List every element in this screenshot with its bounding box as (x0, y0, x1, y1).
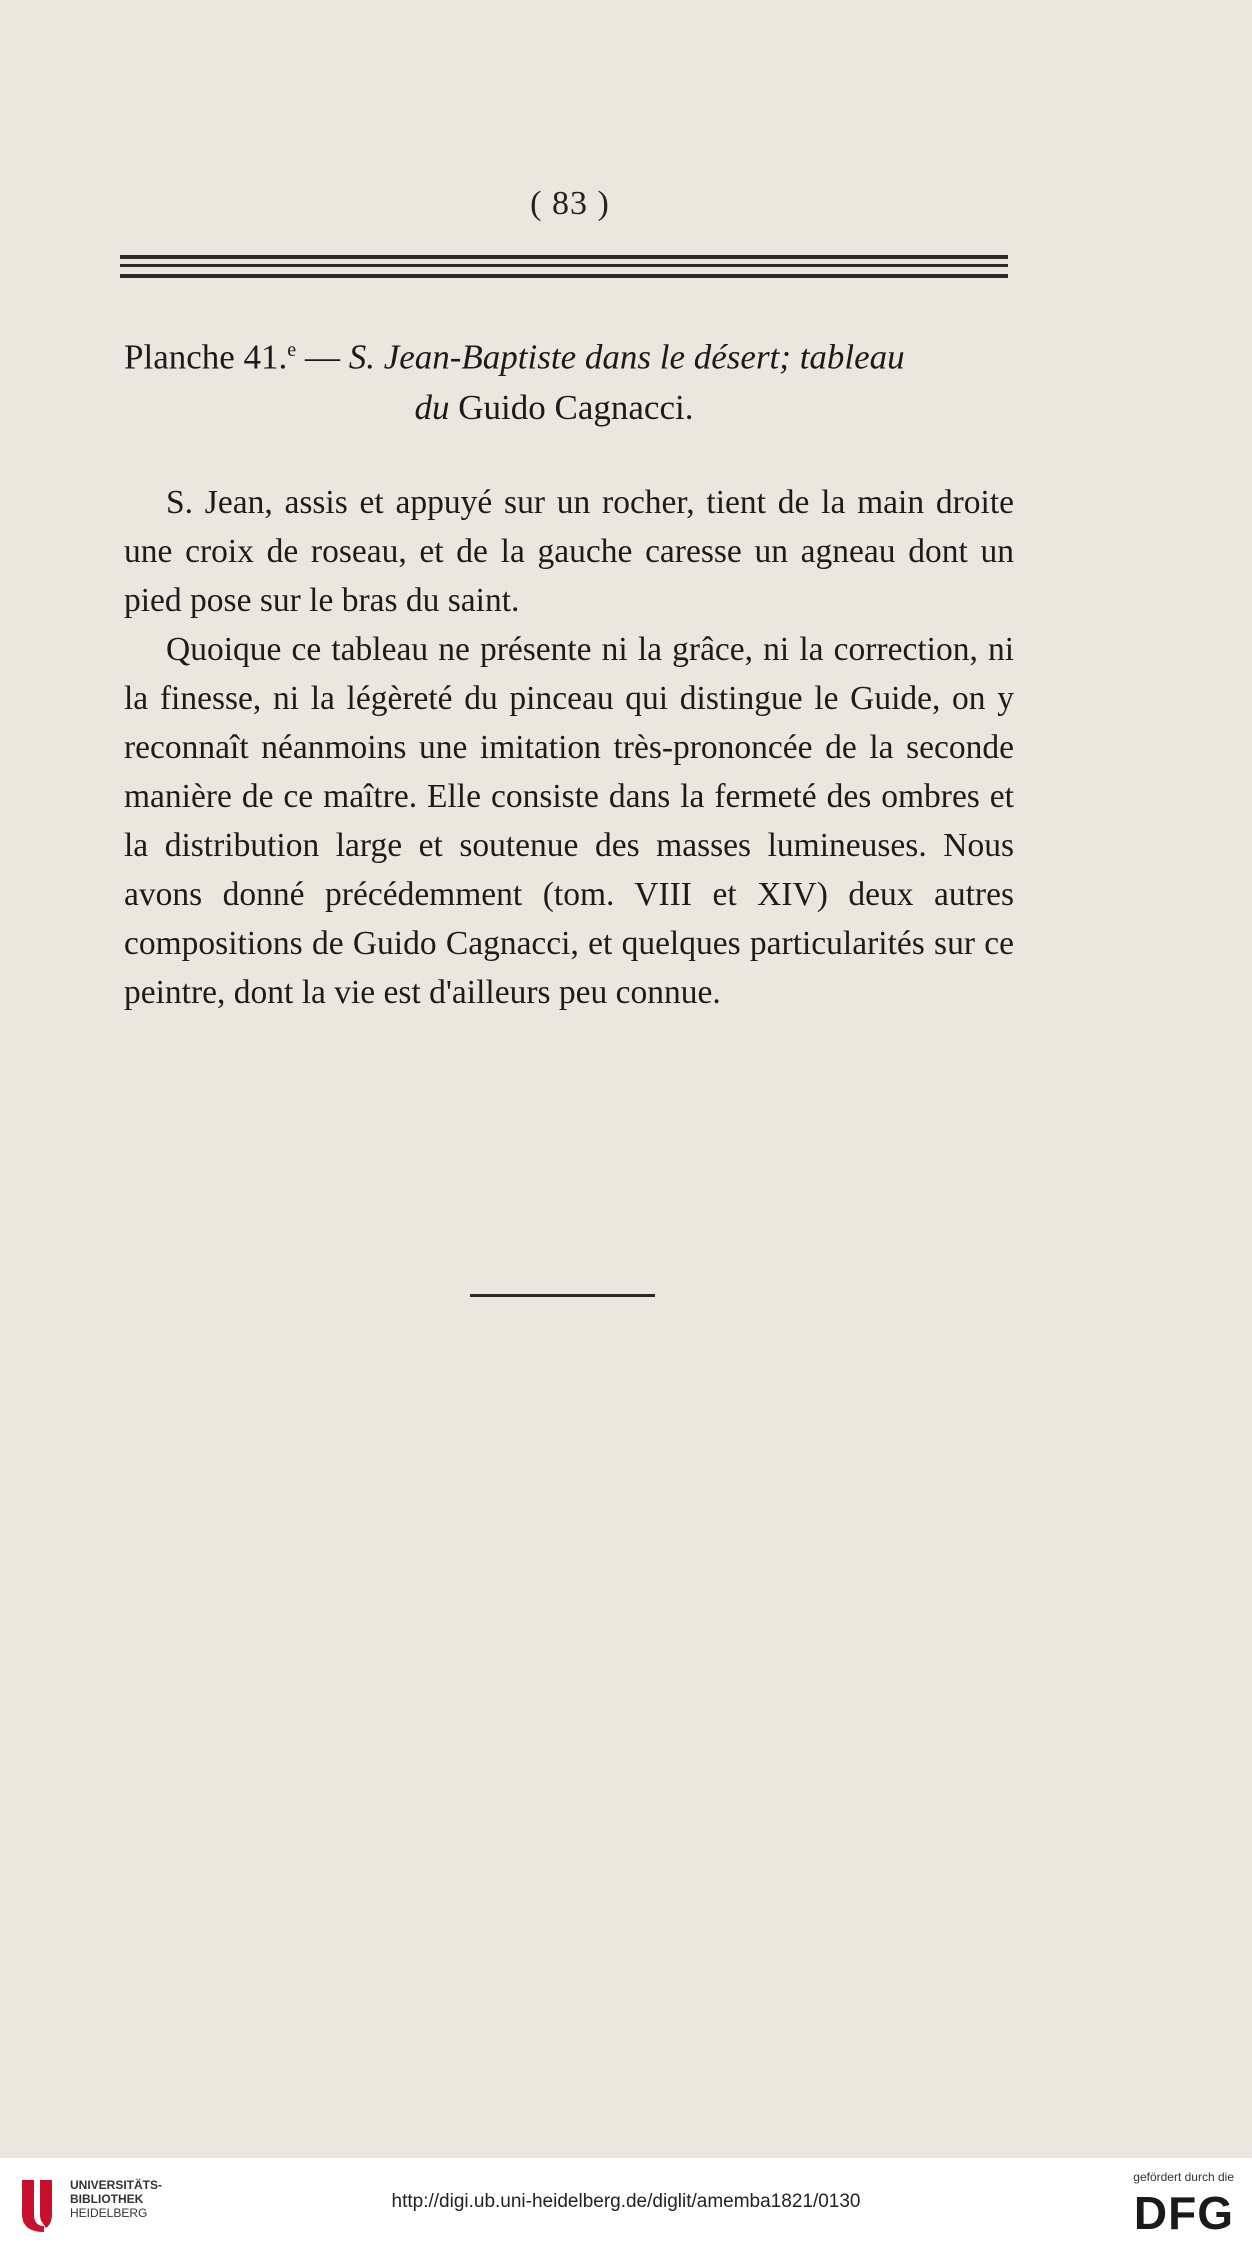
funder-label: gefördert durch die (1133, 2170, 1234, 2184)
body-text (124, 478, 1014, 1017)
heading-prefix: Planche 41. (124, 337, 288, 377)
header-rule (120, 255, 1008, 259)
library-name-line: HEIDELBERG (70, 2206, 148, 2220)
paragraph-2: Quoique ce tableau ne présente ni la grâce, ni la correction, ni la finesse, ni la légèreté du pinceau qui distingue le Guide, on y reconnaît néanmoins une imitation très-prononcée de la seconde manière de ce maître. Elle consiste dans la fermeté des ombres et la distribution large et soutenue des masses lumineuses. Nous avons donné précédemment (tom. VIII et XIV) deux autres compositions de Guido Cagnacci, et quelques particularités sur ce peintre, dont la vie est d'ailleurs peu connue. (124, 631, 1014, 1011)
paragraph-1: S. Jean, assis et appuyé sur un rocher, tient de la main droite une croix de roseau, et de la gauche caresse un agneau dont un pied pose sur le bras du saint. (124, 484, 1014, 619)
plate-heading (124, 325, 1014, 433)
heading-line-1 (124, 325, 1014, 383)
heading-dash: — (296, 337, 349, 377)
library-name-line: UNIVERSITÄTS- (70, 2178, 163, 2192)
page-number: ( 83 ) (530, 185, 610, 222)
heading-sup: e (287, 339, 297, 361)
viewer-footer (0, 2158, 1252, 2248)
dfg-logo: DFG (1133, 2187, 1234, 2239)
heading-line-2 (124, 383, 1014, 433)
library-name-line: BIBLIOTHEK (70, 2192, 144, 2206)
closing-rule (470, 1294, 655, 1297)
heading-painter: Guido Cagnacci. (449, 387, 694, 427)
permalink-url[interactable]: http://digi.ub.uni-heidelberg.de/diglit/amemba1821/0130 (391, 2191, 861, 2212)
heading-title: S. Jean-Baptiste dans le désert; tableau (348, 337, 905, 377)
header-rule-thin (120, 264, 1008, 267)
heading-du: du (414, 387, 450, 427)
header-rule-lower (120, 274, 1008, 278)
